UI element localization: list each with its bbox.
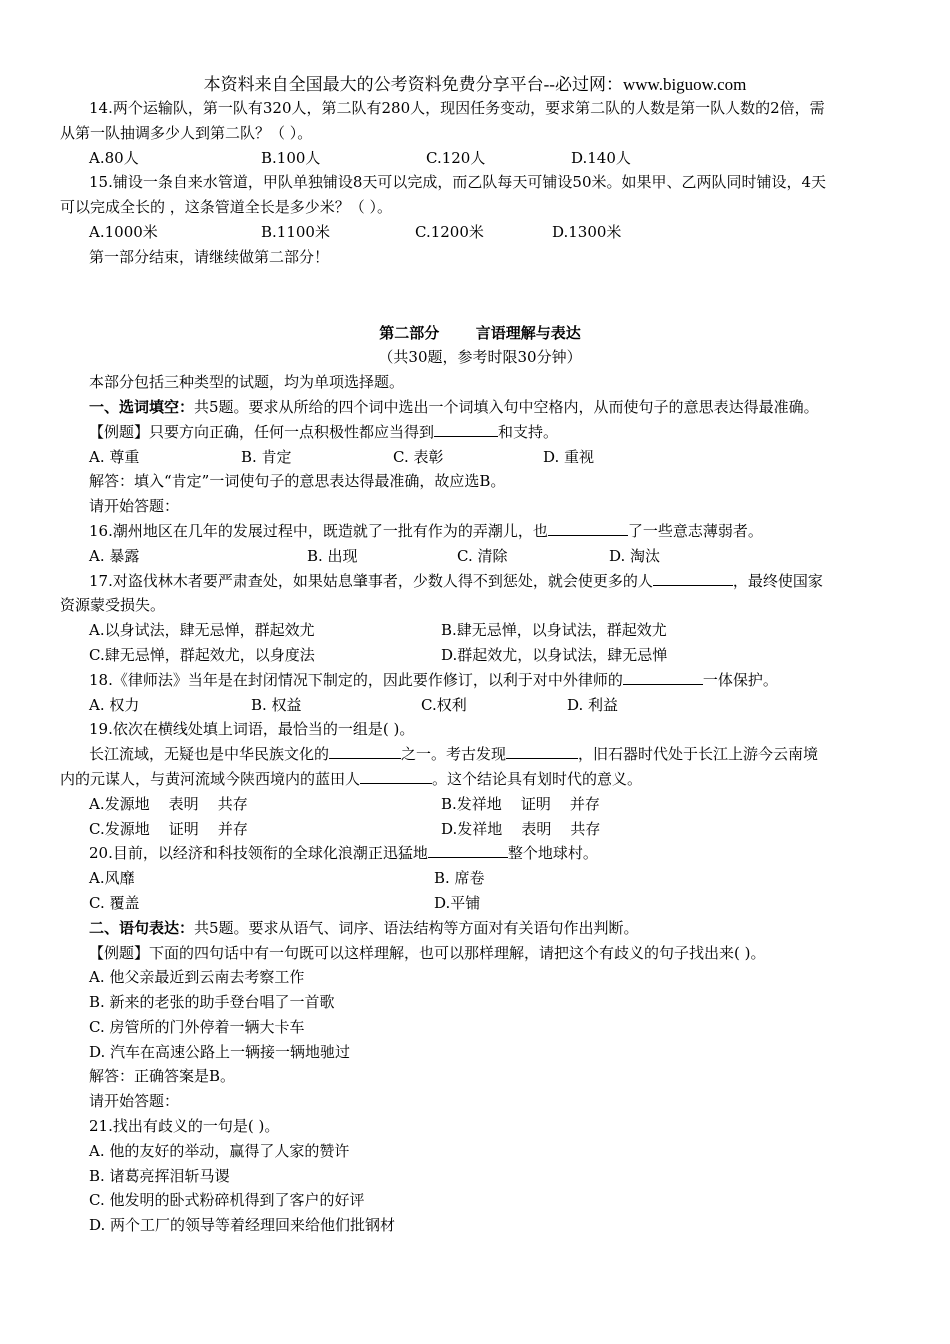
q20-option-a: A.风靡 — [89, 869, 135, 888]
q17-option-b: B.肆无忌惮，以身试法，群起效尤 — [441, 621, 667, 640]
q14-option-b: B.100人 — [261, 148, 321, 167]
example-option-c: C. 表彰 — [393, 447, 444, 466]
section2-example: 【例题】下面的四句话中有一句既可以这样理解，也可以那样理解，请把这个有歧义的句子找出来( )。 — [89, 943, 766, 962]
q15-option-a: A.1000米 — [89, 222, 158, 241]
q17-option-d: D.群起效尤，以身试法，肆无忌惮 — [441, 645, 668, 664]
q20-options-row-2 — [60, 891, 900, 916]
q21-option-d: D. 两个工厂的领导等着经理回来给他们批钢材 — [89, 1216, 396, 1235]
q21-stem: 21.找出有歧义的一句是( )。 — [89, 1117, 280, 1136]
q17-stem — [60, 569, 900, 594]
q18-option-c: C.权利 — [421, 695, 467, 714]
q20-option-b: B. 席卷 — [434, 869, 485, 888]
q20-text-end: 整个地球村。 — [507, 844, 598, 863]
q17-text-end: ，最终使国家 — [732, 571, 823, 590]
example-text: 【例题】只要方向正确，任何一点积极性都应当得到 — [89, 422, 435, 441]
q18-blank — [623, 670, 703, 685]
section1-answer: 解答：填入“肯定”一词使句子的意思表达得最准确，故应选B。 — [89, 472, 506, 491]
q17-options-row-2 — [60, 643, 900, 668]
q19-blank-1 — [329, 744, 401, 759]
q21-option-a: A. 他的友好的举动，赢得了人家的赞许 — [89, 1141, 350, 1160]
example-option-d: D. 重视 — [543, 447, 595, 466]
q18-options — [60, 693, 900, 718]
section2-example-option-d: D. 汽车在高速公路上一辆接一辆地驰过 — [89, 1042, 351, 1061]
part2-title: 第二部分 言语理解与表达 — [379, 323, 581, 342]
section2-desc: 共5题。要求从语气、词序、语法结构等方面对有关语句作出判断。 — [194, 918, 639, 937]
q14-option-d: D.140人 — [571, 148, 631, 167]
q18-text-end: 一体保护。 — [702, 670, 778, 689]
part2-intro: 本部分包括三种类型的试题，均为单项选择题。 — [89, 373, 405, 392]
section2-title: 二、语句表达： — [89, 918, 195, 937]
part1-end-note: 第一部分结束，请继续做第二部分！ — [89, 247, 330, 266]
section1-example — [60, 420, 900, 445]
section1-example-options — [60, 445, 900, 470]
example-option-b: B. 肯定 — [241, 447, 292, 466]
q19-option-b: B.发祥地 证明 并存 — [441, 794, 600, 813]
q15-option-d: D.1300米 — [552, 222, 622, 241]
section2-example-option-b: B. 新来的老张的助手登台唱了一首歌 — [89, 993, 335, 1012]
answer-blank — [434, 422, 498, 437]
example-text-end: 和支持。 — [498, 422, 559, 441]
section1-desc: 共5题。要求从所给的四个词中选出一个词填入句中空格内，从而使句子的意思表达得最准确。 — [194, 397, 819, 416]
q20-option-d: D.平铺 — [434, 893, 481, 912]
q14-stem-1: 14.两个运输队，第一队有320人，第二队有280人，现因任务变动，要求第二队的人数是第一队人数的2倍，需 — [89, 99, 825, 117]
q16-option-b: B. 出现 — [307, 546, 358, 565]
q19-text-1 — [60, 742, 900, 767]
q19-text-2 — [60, 767, 900, 792]
section2-example-option-c: C. 房管所的门外停着一辆大卡车 — [89, 1017, 305, 1036]
q14-options — [60, 146, 900, 171]
q21-option-c: C. 他发明的卧式粉碎机得到了客户的好评 — [89, 1191, 365, 1210]
q16-option-c: C. 清除 — [457, 546, 508, 565]
q16-stem — [60, 519, 900, 544]
q19-blank-2 — [506, 744, 578, 759]
q14-stem-2: 从第一队抽调多少人到第二队？（ ）。 — [60, 123, 313, 142]
q14-option-a: A.80人 — [89, 148, 139, 167]
q17-option-c: C.肆无忌惮，群起效尤，以身度法 — [89, 645, 315, 664]
q19-text-1a: 长江流域，无疑也是中华民族文化的 — [89, 745, 330, 764]
q19-text-2b: 。这个结论具有划时代的意义。 — [432, 769, 643, 788]
q14-option-c: C.120人 — [426, 148, 486, 167]
section1-heading — [60, 395, 900, 420]
q15-option-b: B.1100米 — [261, 222, 330, 241]
q19-option-d: D.发祥地 表明 共存 — [441, 819, 601, 838]
q19-text-1b: 之一。考古发现 — [401, 745, 507, 764]
q20-options-row-1 — [60, 866, 900, 891]
exam-page — [60, 96, 900, 1238]
q18-text: 18.《律师法》当年是在封闭情况下制定的，因此要作修订，以利于对中外律师的 — [89, 670, 623, 689]
section1-title: 一、选词填空： — [89, 397, 195, 416]
part2-subtitle: （共30题，参考时限30分钟） — [378, 348, 582, 367]
q16-text-end: 了一些意志薄弱者。 — [627, 521, 763, 540]
q20-option-c: C. 覆盖 — [89, 893, 140, 912]
q16-option-a: A. 暴露 — [89, 546, 140, 565]
section2-answer: 解答：正确答案是B。 — [89, 1067, 236, 1086]
q18-option-d: D. 利益 — [567, 695, 619, 714]
q19-option-a: A.发源地 表明 共存 — [89, 794, 248, 813]
q15-stem-1: 15.铺设一条自来水管道，甲队单独铺设8天可以完成，而乙队每天可铺设50米。如果甲、乙两队同时铺设，4天 — [89, 173, 827, 192]
q16-options — [60, 544, 900, 569]
section2-example-option-a: A. 他父亲最近到云南去考察工作 — [89, 968, 305, 987]
q15-stem-2: 可以完成全长的 ，这条管道全长是多少米？（ ）。 — [60, 198, 393, 217]
q16-option-d: D. 淘汰 — [609, 546, 661, 565]
q15-options — [60, 220, 900, 245]
q20-blank — [428, 843, 508, 858]
q21-option-b: B. 诸葛亮挥泪斩马谡 — [89, 1166, 230, 1185]
section1-start: 请开始答题： — [89, 497, 180, 516]
q19-options-row-1 — [60, 792, 900, 817]
q17-options-row-1 — [60, 618, 900, 643]
q20-text: 20.目前，以经济和科技领衔的全球化浪潮正迅猛地 — [89, 844, 428, 863]
q19-option-c: C.发源地 证明 并存 — [89, 819, 248, 838]
q17-option-a: A.以身试法，肆无忌惮，群起效尤 — [89, 621, 315, 640]
q19-options-row-2 — [60, 817, 900, 842]
q20-stem — [60, 841, 900, 866]
q19-stem: 19.依次在横线处填上词语，最恰当的一组是( )。 — [89, 720, 415, 739]
q17-blank — [653, 571, 733, 586]
q17-stem-2: 资源蒙受损失。 — [60, 596, 166, 615]
q19-text-1c: ，旧石器时代处于长江上游今云南境 — [578, 745, 819, 764]
q18-option-a: A. 权力 — [89, 695, 140, 714]
q18-option-b: B. 权益 — [251, 695, 302, 714]
section2-start: 请开始答题： — [89, 1092, 180, 1111]
q17-text: 17.对盗伐林木者要严肃查处，如果姑息肇事者，少数人得不到惩处，就会使更多的人 — [89, 571, 653, 590]
q16-text: 16.潮州地区在几年的发展过程中，既造就了一批有作为的弄潮儿，也 — [89, 521, 548, 540]
section2-heading — [60, 916, 900, 941]
page-header: 本资料来自全国最大的公考资料免费分享平台--必过网：www.biguow.com — [203, 75, 747, 94]
q19-text-2a: 内的元谋人，与黄河流域今陕西境内的蓝田人 — [60, 769, 361, 788]
q15-option-c: C.1200米 — [415, 222, 484, 241]
q16-blank — [548, 521, 628, 536]
q18-stem — [60, 668, 900, 693]
q19-blank-3 — [360, 769, 432, 784]
example-option-a: A. 尊重 — [89, 447, 140, 466]
